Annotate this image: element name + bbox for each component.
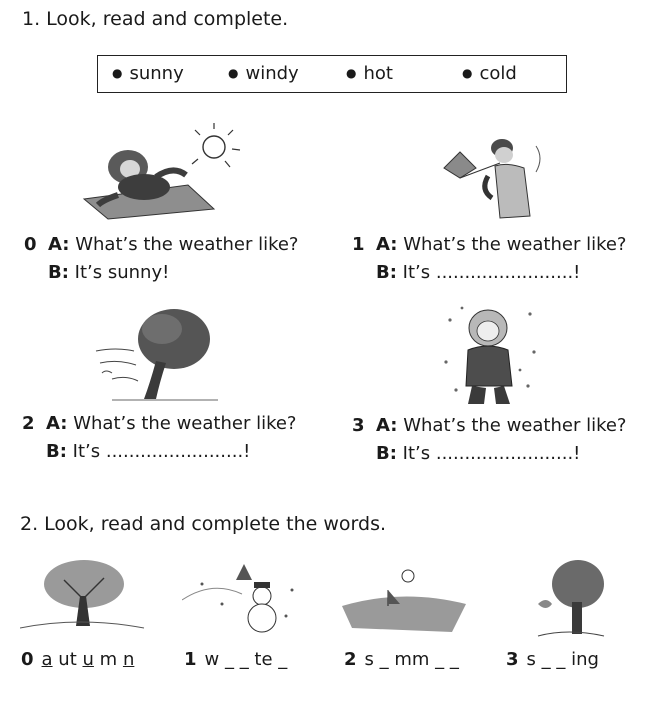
dialogue-1: 1 A: What’s the weather like? B: It’s ........................! xyxy=(352,234,627,283)
windy-tree-picture xyxy=(92,303,222,403)
word-blank[interactable]: s _ mm _ _ xyxy=(364,649,459,670)
answer-blank[interactable]: It’s ........................! xyxy=(72,441,251,462)
word-option: ● sunny xyxy=(112,63,184,84)
autumn-picture xyxy=(20,556,145,632)
answer-blank[interactable]: It’s ........................! xyxy=(402,262,581,283)
sunny-picture xyxy=(78,115,248,225)
spring-picture xyxy=(528,556,608,640)
given-letters: ut xyxy=(58,649,77,670)
summer-picture xyxy=(342,566,467,636)
windy-picture xyxy=(440,128,560,228)
filled-letter: a xyxy=(41,649,53,670)
dialogue-3: 3 A: What’s the weather like? B: It’s ........................! xyxy=(352,415,627,464)
bullet-icon: ● xyxy=(462,66,473,80)
bullet-icon: ● xyxy=(112,66,123,80)
answer-blank[interactable]: It’s ........................! xyxy=(402,443,581,464)
word-blank[interactable]: s _ _ ing xyxy=(526,649,599,670)
dialogue-2: 2 A: What’s the weather like? B: It’s ........................! xyxy=(22,413,297,462)
dialogue-0: 0 A: What’s the weather like? B: It’s sunny! xyxy=(24,234,299,283)
word-item-2: 2 s _ mm _ _ xyxy=(344,649,459,670)
bullet-icon: ● xyxy=(346,66,357,80)
filled-letter: u xyxy=(82,649,94,670)
exercise-1-title: 1. Look, read and complete. xyxy=(22,8,289,30)
word-item-3: 3 s _ _ ing xyxy=(506,649,599,670)
cold-picture xyxy=(438,300,548,410)
given-letters: m xyxy=(99,649,118,670)
exercise-2-title: 2. Look, read and complete the words. xyxy=(20,513,387,535)
winter-picture xyxy=(182,560,307,636)
word-item-1: 1 w _ _ te _ xyxy=(184,649,288,670)
word-blank[interactable]: w _ _ te _ xyxy=(204,649,288,670)
filled-letter: n xyxy=(122,649,135,670)
word-answer-autumn xyxy=(42,649,135,670)
word-box xyxy=(97,55,567,93)
word-item-0: 0 a ut u m n xyxy=(21,649,135,670)
bullet-icon: ● xyxy=(228,66,239,80)
word-option: ● cold xyxy=(462,63,517,84)
word-option: ● hot xyxy=(346,63,393,84)
word-option: ● windy xyxy=(228,63,299,84)
